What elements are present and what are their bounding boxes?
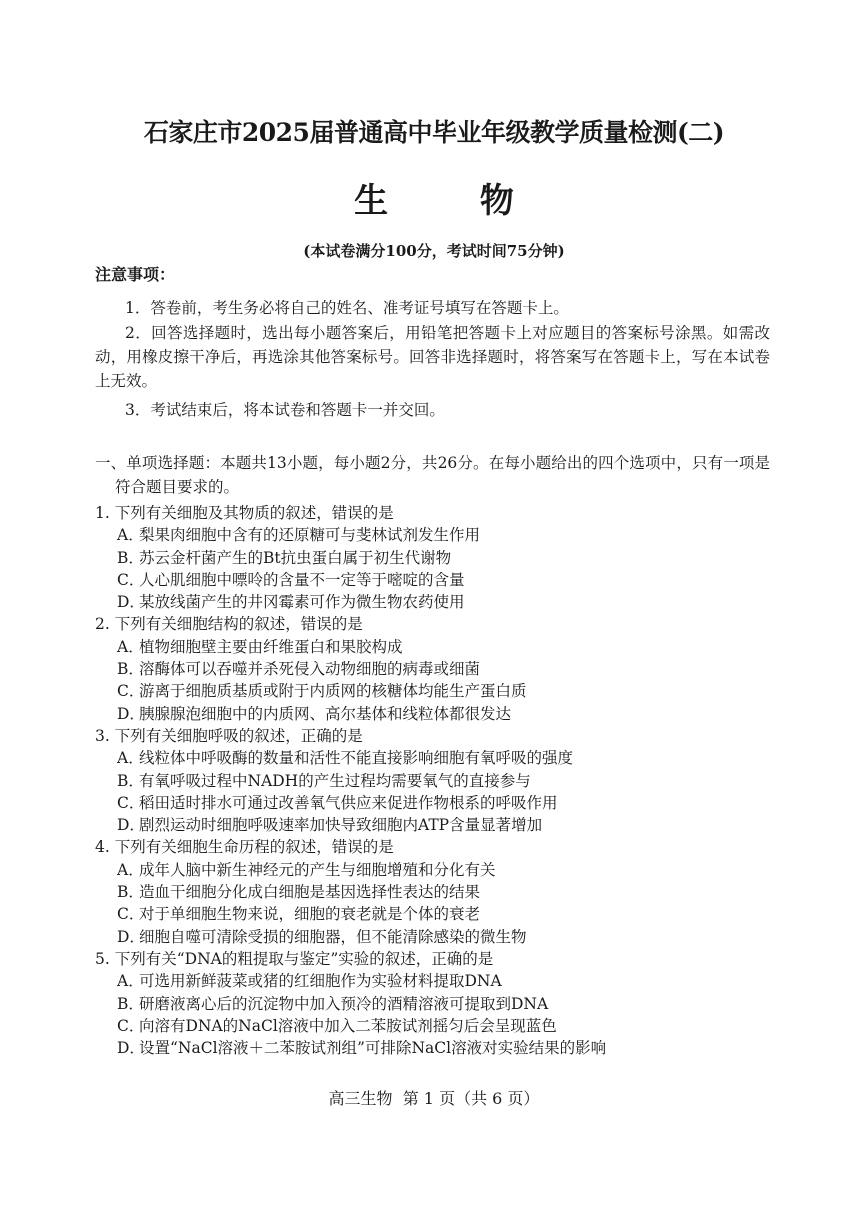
option-text: 线粒体中呼吸酶的数量和活性不能直接影响细胞有氧呼吸的强度 xyxy=(139,749,574,768)
time-note: (本试卷满分100分，考试时间75分钟) xyxy=(303,242,565,260)
option-letter: D． xyxy=(117,927,145,946)
option-text: 人心肌细胞中嘌呤的含量不一定等于嘧啶的含量 xyxy=(139,570,465,589)
section-heading: 一、单项选择题：本题共13小题，每小题2分，共26分。在每小题给出的四个选项中，只有一项是符合题目要求的。 xyxy=(95,454,770,496)
option-text: 造血干细胞分化成白细胞是基因选择性表达的结果 xyxy=(139,883,481,902)
question-list xyxy=(95,502,775,1059)
option-item xyxy=(95,1015,775,1037)
option-item xyxy=(95,658,775,680)
option-item xyxy=(95,859,775,881)
option-item xyxy=(95,1037,775,1059)
option-item xyxy=(95,591,775,613)
option-text: 梨果肉细胞中含有的还原糖可与斐林试剂发生作用 xyxy=(139,526,481,545)
option-text: 稻田适时排水可通过改善氧气供应来促进作物根系的呼吸作用 xyxy=(139,793,558,812)
option-letter: B． xyxy=(117,771,144,790)
question-stem: 4. 下列有关细胞生命历程的叙述，错误的是 xyxy=(95,838,394,857)
notice-heading: 注意事项： xyxy=(95,265,176,284)
notice-item-2: 2．回答选择题时，选出每小题答案后，用铅笔把答题卡上对应题目的答案标号涂黑。如需改动，用橡皮擦干净后，再选涂其他答案标号。回答非选择题时，将答案写在答题卡上，写在本试卷上无效。 xyxy=(95,324,770,390)
page-footer: 高三生物 第 1 页（共 6 页） xyxy=(328,1089,540,1108)
option-text: 有氧呼吸过程中NADH的产生过程均需要氧气的直接参与 xyxy=(139,771,531,790)
option-item xyxy=(95,680,775,702)
option-text: 成年人脑中新生神经元的产生与细胞增殖和分化有关 xyxy=(139,860,496,879)
option-letter: C． xyxy=(117,905,145,924)
option-text: 植物细胞壁主要由纤维蛋白和果胶构成 xyxy=(139,637,403,656)
option-text: 研磨液离心后的沉淀物中加入预冷的酒精溶液可提取到DNA xyxy=(139,994,549,1013)
option-item xyxy=(95,814,775,836)
question-stem: 1. 下列有关细胞及其物质的叙述，错误的是 xyxy=(95,504,394,522)
option-text: 溶酶体可以吞噬并杀死侵入动物细胞的病毒或细菌 xyxy=(139,660,481,679)
option-letter: A． xyxy=(117,637,144,656)
notice-item-3: 3．考试结束后，将本试卷和答题卡一并交回。 xyxy=(125,401,445,419)
notice-item-1: 1．答卷前，考生务必将自己的姓名、准考证号填写在答题卡上。 xyxy=(125,299,569,317)
option-item xyxy=(95,792,775,814)
option-text: 胰腺腺泡细胞中的内质网、高尔基体和线粒体都很发达 xyxy=(139,704,512,723)
option-text: 细胞自噬可清除受损的细胞器，但不能清除感染的微生物 xyxy=(139,927,527,946)
question-stem: 3. 下列有关细胞呼吸的叙述，正确的是 xyxy=(95,726,363,745)
option-letter: A． xyxy=(117,972,144,991)
option-letter: D． xyxy=(117,816,145,835)
option-text: 对于单细胞生物来说，细胞的衰老就是个体的衰老 xyxy=(139,905,481,924)
exam-title: 石家庄市2025届普通高中毕业年级教学质量检测(二) xyxy=(143,118,725,147)
question-stem: 2. 下列有关细胞结构的叙述，错误的是 xyxy=(95,615,363,634)
option-item xyxy=(95,881,775,903)
option-text: 可选用新鲜菠菜或猪的红细胞作为实验材料提取DNA xyxy=(139,972,502,991)
option-text: 向溶有DNA的NaCl溶液中加入二苯胺试剂摇匀后会呈现蓝色 xyxy=(139,1016,557,1035)
option-text: 设置“NaCl溶液＋二苯胺试剂组”可排除NaCl溶液对实验结果的影响 xyxy=(139,1039,607,1058)
option-letter: D． xyxy=(117,704,145,723)
option-item xyxy=(95,569,775,591)
option-item xyxy=(95,970,775,992)
option-letter: C． xyxy=(117,682,145,701)
option-letter: B． xyxy=(117,883,144,902)
option-item xyxy=(95,524,775,546)
subject-title: 生 物 xyxy=(354,181,554,221)
option-letter: C． xyxy=(117,570,145,589)
option-item xyxy=(95,747,775,769)
option-letter: B． xyxy=(117,548,144,567)
option-item xyxy=(95,993,775,1015)
option-item xyxy=(95,903,775,925)
option-item xyxy=(95,926,775,948)
question-stem: 5. 下列有关“DNA的粗提取与鉴定”实验的叙述，正确的是 xyxy=(95,949,494,968)
option-letter: C． xyxy=(117,1016,145,1035)
option-text: 苏云金杆菌产生的Bt抗虫蛋白属于初生代谢物 xyxy=(139,548,452,567)
option-text: 剧烈运动时细胞呼吸速率加快导致细胞内ATP含量显著增加 xyxy=(139,816,543,835)
option-item xyxy=(95,547,775,569)
option-letter: A． xyxy=(117,749,144,768)
option-text: 某放线菌产生的井冈霉素可作为微生物农药使用 xyxy=(139,593,465,612)
option-letter: A． xyxy=(117,526,144,545)
option-text: 游离于细胞质基质或附于内质网的核糖体均能生产蛋白质 xyxy=(139,682,527,701)
option-letter: A． xyxy=(117,860,144,879)
option-item xyxy=(95,636,775,658)
option-item xyxy=(95,770,775,792)
option-letter: B． xyxy=(117,660,144,679)
option-letter: B． xyxy=(117,994,144,1013)
option-letter: C． xyxy=(117,793,145,812)
option-letter: D． xyxy=(117,1039,145,1058)
option-letter: D． xyxy=(117,593,145,612)
option-item xyxy=(95,703,775,725)
